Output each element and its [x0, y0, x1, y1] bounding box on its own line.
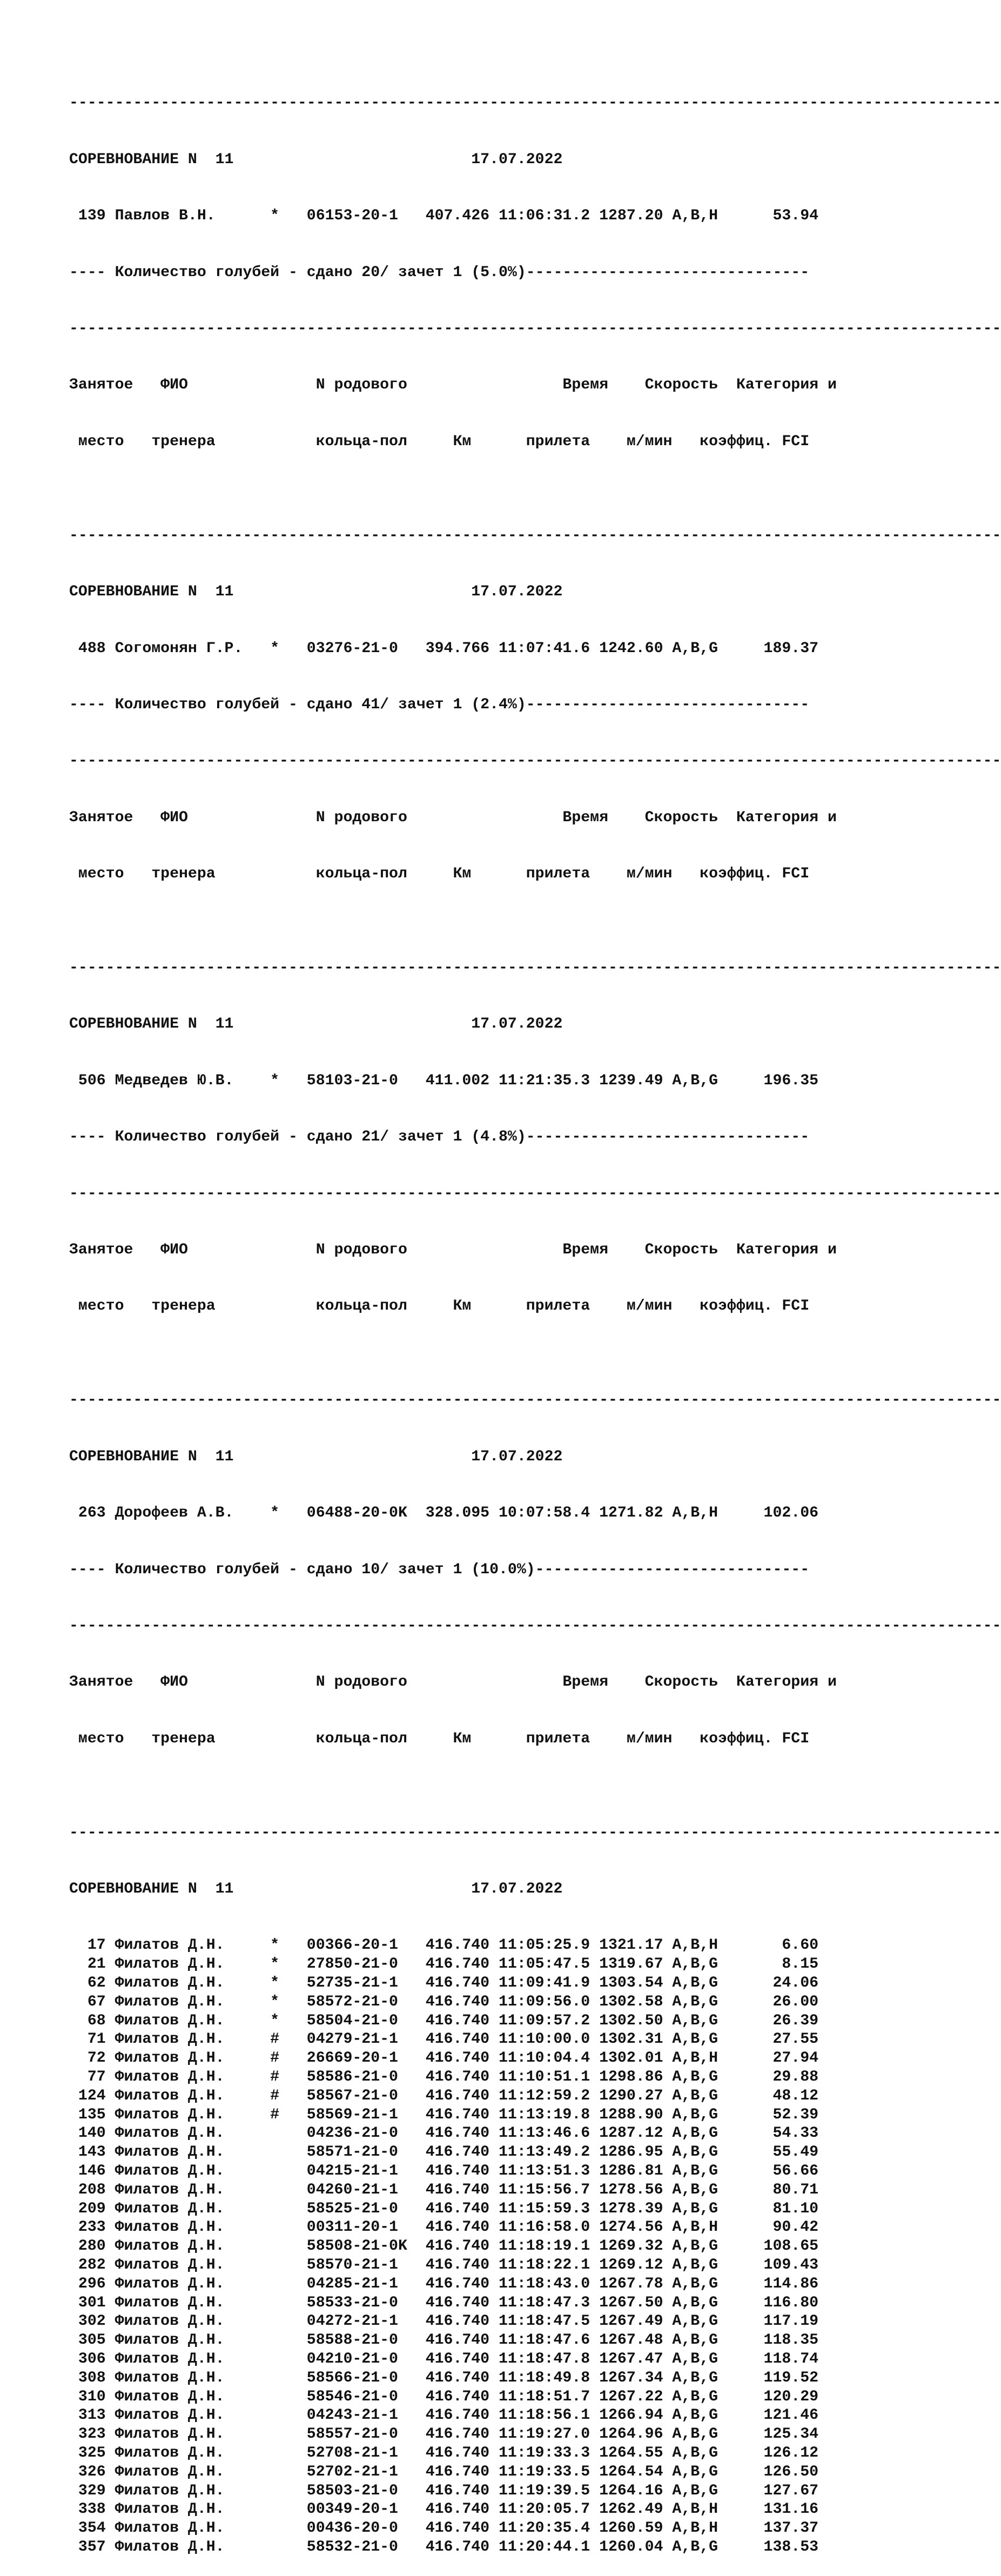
separator-line: ------------------------------------------------------------------------------------------------------ — [69, 1185, 1001, 1202]
result-row: 488 Согомонян Г.Р. * 03276-21-0 394.766 11:07:41.6 1242.60 A,B,G 189.37 — [69, 640, 819, 657]
result-row: 67 Филатов Д.Н. * 58572-21-0 416.740 11:09:56.0 1302.58 A,B,G 26.00 — [69, 1993, 819, 2010]
column-header-line-2: место тренера кольца-пол Км прилета м/мин коэффиц. FCI — [69, 1298, 810, 1315]
result-row: 140 Филатов Д.Н. 04236-21-0 416.740 11:13:46.6 1287.12 A,B,G 54.33 — [69, 2125, 819, 2142]
result-row: 338 Филатов Д.Н. 00349-20-1 416.740 11:20:05.7 1262.49 A,B,H 131.16 — [69, 2501, 819, 2518]
results-printout — [69, 38, 1001, 2576]
result-row: 71 Филатов Д.Н. # 04279-21-1 416.740 11:10:00.0 1302.31 A,B,G 27.55 — [69, 2031, 819, 2048]
result-row: 124 Филатов Д.Н. # 58567-21-0 416.740 11:12:59.2 1290.27 A,B,G 48.12 — [69, 2087, 819, 2104]
result-row: 72 Филатов Д.Н. # 26669-20-1 416.740 11:10:04.4 1302.01 A,B,H 27.94 — [69, 2050, 819, 2067]
competition-title: СОРЕВНОВАНИЕ N 11 17.07.2022 — [69, 151, 563, 168]
result-row: 326 Филатов Д.Н. 52702-21-1 416.740 11:19:33.5 1264.54 A,B,G 126.50 — [69, 2463, 819, 2480]
column-header-line-2: место тренера кольца-пол Км прилета м/мин коэффиц. FCI — [69, 433, 810, 450]
result-row: 280 Филатов Д.Н. 58508-21-0K 416.740 11:18:19.1 1269.32 A,B,G 108.65 — [69, 2238, 819, 2255]
result-row: 282 Филатов Д.Н. 58570-21-1 416.740 11:18:22.1 1269.12 A,B,G 109.43 — [69, 2257, 819, 2274]
separator-line: ------------------------------------------------------------------------------------------------------ — [69, 753, 1001, 770]
result-row: 305 Филатов Д.Н. 58588-21-0 416.740 11:18:47.6 1267.48 A,B,G 118.35 — [69, 2332, 819, 2349]
result-row: 325 Филатов Д.Н. 52708-21-1 416.740 11:19:33.3 1264.55 A,B,G 126.12 — [69, 2445, 819, 2461]
result-row: 146 Филатов Д.Н. 04215-21-1 416.740 11:13:51.3 1286.81 A,B,G 56.66 — [69, 2163, 819, 2180]
result-rows — [69, 1936, 879, 2557]
result-row: 62 Филатов Д.Н. * 52735-21-1 416.740 11:09:41.9 1303.54 A,B,G 24.06 — [69, 1975, 819, 1992]
column-header-line-1: Занятое ФИО N родового Время Скорость Категория и — [69, 377, 837, 394]
result-row: 308 Филатов Д.Н. 58566-21-0 416.740 11:18:49.8 1267.34 A,B,G 119.52 — [69, 2369, 819, 2386]
result-row: 306 Филатов Д.Н. 04210-21-0 416.740 11:18:47.8 1267.47 A,B,G 118.74 — [69, 2351, 819, 2368]
separator-line: ------------------------------------------------------------------------------------------------------ — [69, 960, 1001, 977]
result-row: 357 Филатов Д.Н. 58532-21-0 416.740 11:20:44.1 1260.04 A,B,G 138.53 — [69, 2538, 819, 2555]
summary-line: ---- Количество голубей - сдано 21/ зачет 1 (4.8%)------------------------------- — [69, 1129, 810, 1146]
separator-line: ------------------------------------------------------------------------------------------------------ — [69, 1392, 1001, 1409]
result-row: 296 Филатов Д.Н. 04285-21-1 416.740 11:18:43.0 1267.78 A,B,G 114.86 — [69, 2275, 819, 2292]
result-row: 68 Филатов Д.Н. * 58504-21-0 416.740 11:09:57.2 1302.50 A,B,G 26.39 — [69, 2012, 819, 2029]
column-header-line-1: Занятое ФИО N родового Время Скорость Категория и — [69, 1674, 837, 1691]
result-row: 506 Медведев Ю.В. * 58103-21-0 411.002 11:21:35.3 1239.49 A,B,G 196.35 — [69, 1072, 819, 1089]
summary-line: ---- Количество голубей - сдано 20/ зачет 1 (5.0%)------------------------------- — [69, 264, 810, 281]
summary-line: ---- Количество голубей - сдано 10/ зачет 1 (10.0%)------------------------------ — [69, 1561, 810, 1578]
result-row: 135 Филатов Д.Н. # 58569-21-1 416.740 11:13:19.8 1288.90 A,B,G 52.39 — [69, 2106, 819, 2123]
summary-line: ---- Количество голубей - сдано 41/ зачет 1 (2.4%)------------------------------- — [69, 696, 810, 713]
column-header-line-1: Занятое ФИО N родового Время Скорость Категория и — [69, 809, 837, 826]
competition-title: СОРЕВНОВАНИЕ N 11 17.07.2022 — [69, 583, 563, 601]
result-row: 17 Филатов Д.Н. * 00366-20-1 416.740 11:05:25.9 1321.17 A,B,H 6.60 — [69, 1937, 819, 1954]
result-row: 139 Павлов В.Н. * 06153-20-1 407.426 11:06:31.2 1287.20 A,B,H 53.94 — [69, 207, 819, 225]
result-row: 301 Филатов Д.Н. 58533-21-0 416.740 11:18:47.3 1267.50 A,B,G 116.80 — [69, 2294, 819, 2311]
separator-line: ------------------------------------------------------------------------------------------------------ — [69, 320, 1001, 337]
competition-title: СОРЕВНОВАНИЕ N 11 17.07.2022 — [69, 1881, 563, 1898]
column-header-line-2: место тренера кольца-пол Км прилета м/мин коэффиц. FCI — [69, 866, 810, 883]
result-row: 233 Филатов Д.Н. 00311-20-1 416.740 11:16:58.0 1274.56 A,B,H 90.42 — [69, 2219, 819, 2236]
result-row: 208 Филатов Д.Н. 04260-21-1 416.740 11:15:56.7 1278.56 A,B,G 80.71 — [69, 2181, 819, 2198]
separator-line: ------------------------------------------------------------------------------------------------------ — [69, 1824, 1001, 1841]
result-row: 302 Филатов Д.Н. 04272-21-1 416.740 11:18:47.5 1267.49 A,B,G 117.19 — [69, 2313, 819, 2330]
result-row: 329 Филатов Д.Н. 58503-21-0 416.740 11:19:39.5 1264.16 A,B,G 127.67 — [69, 2482, 819, 2499]
result-row: 143 Филатов Д.Н. 58571-21-0 416.740 11:13:49.2 1286.95 A,B,G 55.49 — [69, 2144, 819, 2161]
result-row: 263 Дорофеев А.В. * 06488-20-0K 328.095 10:07:58.4 1271.82 A,B,H 102.06 — [69, 1505, 819, 1522]
separator-line: ------------------------------------------------------------------------------------------------------ — [69, 527, 1001, 544]
column-header-line-2: место тренера кольца-пол Км прилета м/мин коэффиц. FCI — [69, 1730, 810, 1747]
result-row: 21 Филатов Д.Н. * 27850-21-0 416.740 11:05:47.5 1319.67 A,B,G 8.15 — [69, 1956, 819, 1973]
competition-title: СОРЕВНОВАНИЕ N 11 17.07.2022 — [69, 1448, 563, 1465]
competition-title: СОРЕВНОВАНИЕ N 11 17.07.2022 — [69, 1016, 563, 1033]
result-row: 77 Филатов Д.Н. # 58586-21-0 416.740 11:10:51.1 1298.86 A,B,G 29.88 — [69, 2069, 819, 2086]
separator-line: ------------------------------------------------------------------------------------------------------ — [69, 95, 1001, 112]
result-row: 209 Филатов Д.Н. 58525-21-0 416.740 11:15:59.3 1278.39 A,B,G 81.10 — [69, 2200, 819, 2217]
result-row: 323 Филатов Д.Н. 58557-21-0 416.740 11:19:27.0 1264.96 A,B,G 125.34 — [69, 2426, 819, 2443]
result-row: 313 Филатов Д.Н. 04243-21-1 416.740 11:18:56.1 1266.94 A,B,G 121.46 — [69, 2407, 819, 2424]
column-header-line-1: Занятое ФИО N родового Время Скорость Категория и — [69, 1242, 837, 1258]
result-row: 310 Филатов Д.Н. 58546-21-0 416.740 11:18:51.7 1267.22 A,B,G 120.29 — [69, 2388, 819, 2405]
result-row: 354 Филатов Д.Н. 00436-20-0 416.740 11:20:35.4 1260.59 A,B,H 137.37 — [69, 2520, 819, 2537]
separator-line: ------------------------------------------------------------------------------------------------------ — [69, 1617, 1001, 1634]
